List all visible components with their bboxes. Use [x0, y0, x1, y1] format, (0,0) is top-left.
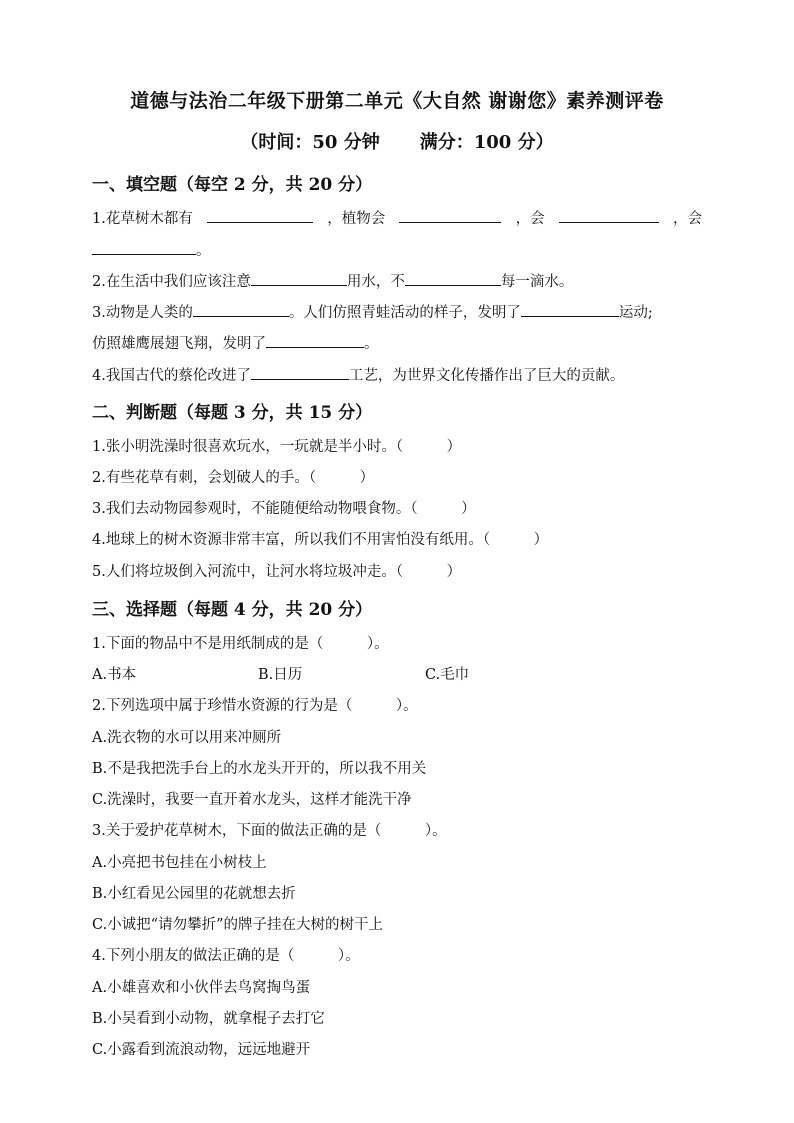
judge-question-2[interactable]: 2.有些花草有刺，会划破人的手。（ ） [92, 470, 375, 486]
section-heading-judge: 二、判断题（每题 3 分，共 15 分） [92, 403, 373, 423]
choice-q1-option-c[interactable]: C.毛巾 [425, 667, 470, 683]
fill-q3-text-a: 3.动物是人类的 [92, 305, 193, 321]
choice-question-1-stem: 1.下面的物品中不是用纸制成的是（ ）。 [92, 636, 389, 652]
fill-q2-text-b: 用水，不 [346, 274, 405, 290]
answer-blank[interactable] [405, 271, 501, 286]
fill-question-4 [92, 364, 624, 385]
fill-q4-text-b: 工艺，为世界文化传播作出了巨大的贡献。 [348, 368, 625, 384]
answer-blank[interactable] [207, 208, 313, 223]
judge-question-1[interactable]: 1.张小明洗澡时很喜欢玩水，一玩就是半小时。（ ） [92, 439, 462, 455]
choice-question-3-stem: 3.关于爱护花草树木，下面的做法正确的是（ ）。 [92, 823, 447, 839]
judge-question-3[interactable]: 3.我们去动物园参观时，不能随便给动物喂食物。（ ） [92, 501, 476, 517]
fill-question-1-line-1 [92, 207, 702, 228]
fill-q2-text-a: 2.在生活中我们应该注意 [92, 274, 251, 290]
fill-q3-text-e: 。 [364, 336, 379, 352]
time-info: （时间：50 分钟 [240, 132, 380, 153]
answer-blank[interactable] [92, 240, 196, 255]
fill-question-2 [92, 270, 573, 291]
answer-blank[interactable] [559, 208, 659, 223]
fill-q2-text-c: 每一滴水。 [500, 274, 574, 290]
fill-q1-text-d: ，会 [672, 211, 702, 227]
choice-question-2-stem: 2.下列选项中属于珍惜水资源的行为是（ ）。 [92, 698, 418, 714]
fill-question-3-line-2 [92, 332, 379, 353]
section-heading-choice: 三、选择题（每题 4 分，共 20 分） [92, 600, 373, 620]
choice-q1-option-b[interactable]: B.日历 [258, 667, 303, 683]
choice-q4-option-b[interactable]: B.小吴看到小动物，就拿棍子去打它 [92, 1011, 325, 1027]
fill-q1-text-a: 1.花草树木都有 [92, 211, 193, 227]
fill-q1-text-e: 。 [196, 243, 211, 259]
exam-info [0, 128, 794, 154]
answer-blank[interactable] [251, 365, 349, 380]
fill-q1-text-b: ，植物会 [327, 211, 386, 227]
choice-q4-option-a[interactable]: A.小雄喜欢和小伙伴去鸟窝掏鸟蛋 [92, 980, 311, 996]
choice-question-4-stem: 4.下列小朋友的做法正确的是（ ）。 [92, 948, 360, 964]
page-title: 道德与法治二年级下册第二单元《大自然 谢谢您》素养测评卷 [130, 90, 664, 112]
choice-q2-option-a[interactable]: A.洗衣物的水可以用来冲厕所 [92, 730, 282, 746]
choice-q3-option-a[interactable]: A.小亮把书包挂在小树枝上 [92, 855, 267, 871]
answer-blank[interactable] [399, 208, 501, 223]
answer-blank[interactable] [521, 302, 619, 317]
choice-q2-option-b[interactable]: B.不是我把洗手台上的水龙头开开的，所以我不用关 [92, 761, 427, 777]
choice-q2-option-c[interactable]: C.洗澡时，我要一直开着水龙头，这样才能洗干净 [92, 792, 412, 808]
fill-question-3-line-1 [92, 301, 653, 322]
choice-q1-option-a[interactable]: A.书本 [92, 667, 137, 683]
answer-blank[interactable] [266, 333, 364, 348]
choice-q3-option-b[interactable]: B.小红看见公园里的花就想去折 [92, 886, 296, 902]
judge-question-4[interactable]: 4.地球上的树木资源非常丰富，所以我们不用害怕没有纸用。（ ） [92, 532, 549, 548]
answer-blank[interactable] [193, 302, 289, 317]
fill-q3-text-d: 仿照雄鹰展翅飞翔，发明了 [92, 336, 266, 352]
choice-q4-option-c[interactable]: C.小露看到流浪动物，远远地避开 [92, 1042, 311, 1058]
score-info: 满分：100 分） [419, 132, 554, 153]
choice-q3-option-c[interactable]: C.小诚把“请勿攀折”的牌子挂在大树的树干上 [92, 917, 384, 933]
answer-blank[interactable] [251, 271, 347, 286]
fill-question-1-line-2 [92, 239, 211, 260]
fill-q4-text-a: 4.我国古代的蔡伦改进了 [92, 368, 251, 384]
judge-question-5[interactable]: 5.人们将垃圾倒入河流中，让河水将垃圾冲走。（ ） [92, 564, 462, 580]
fill-q3-text-b: 。人们仿照青蛙活动的样子，发明了 [288, 305, 521, 321]
section-heading-fill: 一、填空题（每空 2 分，共 20 分） [92, 175, 373, 195]
fill-q1-text-c: ，会 [515, 211, 545, 227]
fill-q3-text-c: 运动; [618, 305, 653, 321]
